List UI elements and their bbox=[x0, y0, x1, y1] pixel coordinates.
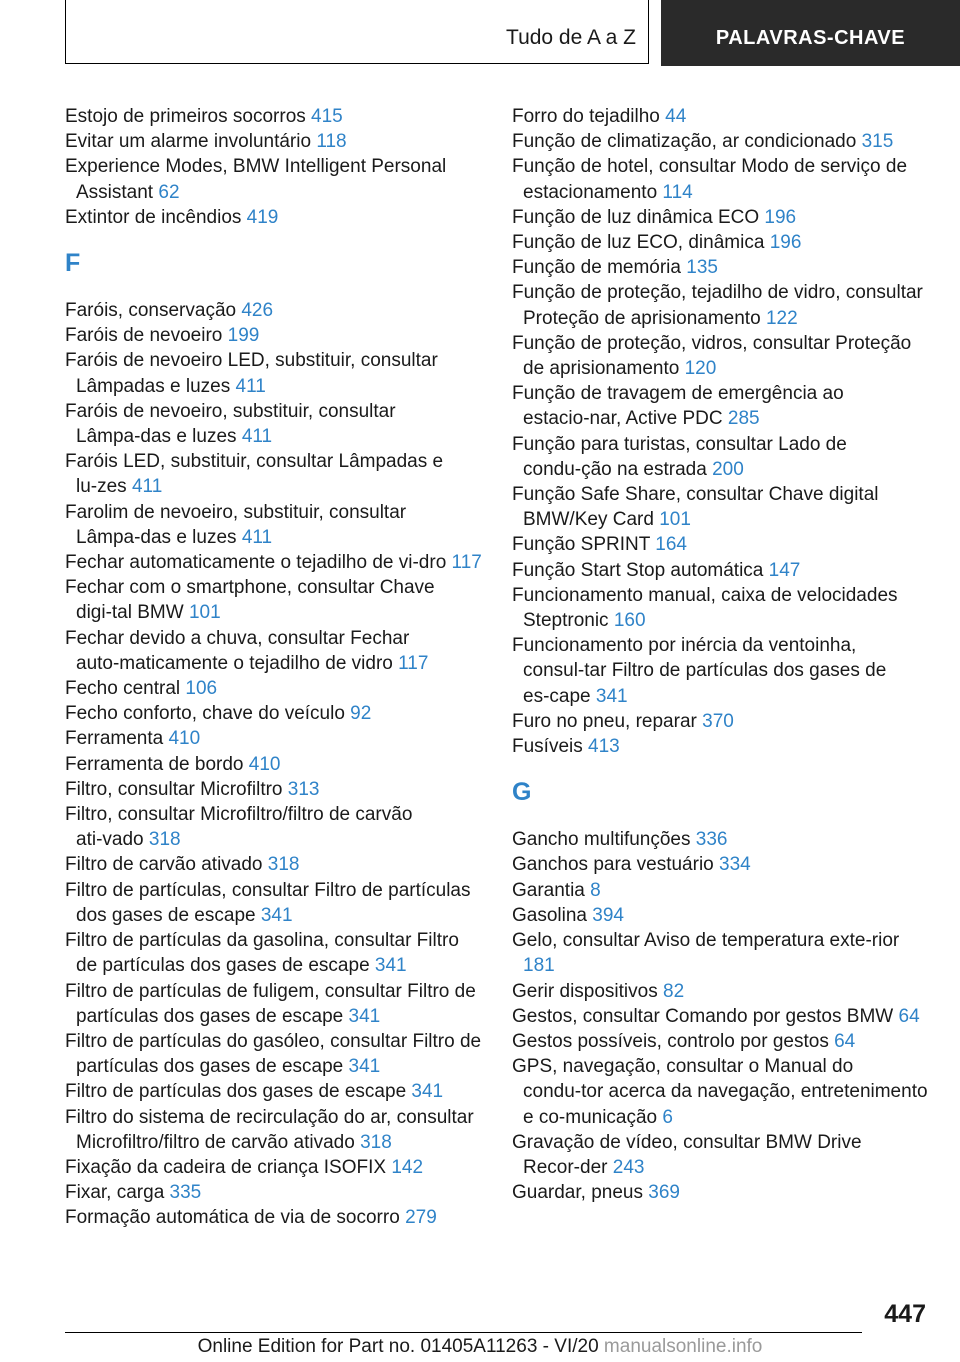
index-entry-page-link[interactable]: 82 bbox=[663, 980, 685, 1002]
index-entry bbox=[65, 726, 485, 751]
index-column-right bbox=[512, 104, 932, 1205]
index-entry-page-link[interactable]: 196 bbox=[769, 232, 802, 254]
index-entry-page-link[interactable]: 135 bbox=[686, 257, 718, 279]
index-entry bbox=[65, 205, 485, 230]
footer-divider bbox=[65, 1332, 862, 1333]
index-entry-page-link[interactable]: 200 bbox=[712, 458, 744, 480]
index-entry bbox=[65, 928, 485, 978]
index-entry bbox=[65, 752, 485, 777]
index-entry-text: Gestos possíveis, controlo por gestos bbox=[512, 1030, 835, 1052]
index-entry bbox=[512, 1130, 932, 1180]
index-entry bbox=[65, 550, 485, 575]
index-entry-page-link[interactable]: 334 bbox=[719, 854, 751, 876]
index-letter-heading: G bbox=[512, 778, 532, 807]
index-entry bbox=[512, 852, 932, 877]
index-entry-page-link[interactable]: 335 bbox=[169, 1182, 202, 1204]
section-title: Tudo de A a Z bbox=[506, 26, 636, 49]
index-entry-page-link[interactable]: 279 bbox=[405, 1207, 437, 1229]
index-entry bbox=[65, 676, 485, 701]
index-entry-page-link[interactable]: 411 bbox=[241, 526, 273, 548]
index-entry-page-link[interactable]: 196 bbox=[764, 206, 797, 228]
index-entry-page-link[interactable]: 285 bbox=[727, 408, 760, 430]
index-entry-text: Funcionamento manual, caixa de velocidades Steptronic bbox=[512, 584, 898, 632]
index-entry bbox=[65, 104, 485, 129]
index-entry-text: Fixação da cadeira de criança ISOFIX bbox=[65, 1156, 392, 1178]
index-entry bbox=[512, 154, 932, 204]
index-entry-text: Filtro de carvão ativado bbox=[65, 854, 268, 876]
index-entry-text: Filtro de partículas, consultar Filtro de partículas dos gases de escape bbox=[65, 879, 471, 926]
index-entry-text: Experience Modes, BMW Intelligent Personal Assistant bbox=[65, 156, 447, 203]
index-entry bbox=[512, 280, 932, 330]
index-entry-page-link[interactable]: 341 bbox=[260, 904, 293, 926]
index-entry-text: Farolim de nevoeiro, substituir, consultar Lâmpa‑das e luzes bbox=[65, 501, 407, 548]
index-entry-text: Gelo, consultar Aviso de temperatura exte‑rior bbox=[512, 930, 900, 952]
index-entry-text: Função de luz dinâmica ECO bbox=[512, 206, 765, 228]
index-entry-page-link[interactable]: 147 bbox=[768, 559, 801, 581]
index-entry-text: Ferramenta bbox=[65, 728, 169, 750]
index-entry bbox=[512, 1180, 932, 1205]
index-entry bbox=[512, 482, 932, 532]
index-entry-text: Fusíveis bbox=[512, 736, 589, 758]
footer-watermark: manualsonline.info bbox=[603, 1336, 763, 1357]
index-entry-text: Faróis de nevoeiro bbox=[65, 325, 228, 347]
index-entry-page-link[interactable]: 62 bbox=[158, 181, 180, 203]
index-entry-page-link[interactable]: 341 bbox=[374, 955, 407, 977]
index-entry bbox=[65, 129, 485, 154]
index-entry-page-link[interactable]: 101 bbox=[188, 602, 221, 624]
index-entry bbox=[512, 928, 932, 978]
index-entry-text: Fechar devido a chuva, consultar Fechar auto‑maticamente o tejadilho de vidro bbox=[65, 627, 410, 674]
index-entry-text: Forro do tejadilho bbox=[512, 106, 666, 127]
index-entry-page-link[interactable]: 243 bbox=[612, 1156, 645, 1178]
index-column-left bbox=[65, 104, 485, 1231]
index-entry-page-link[interactable]: 114 bbox=[662, 181, 693, 203]
index-entry-text: Fechar com o smartphone, consultar Chave digi‑tal BMW bbox=[65, 577, 435, 624]
index-entry-text: Filtro, consultar Microfiltro bbox=[65, 778, 288, 800]
index-entry bbox=[512, 255, 932, 280]
index-entry-page-link[interactable]: 44 bbox=[665, 106, 687, 127]
index-entry-page-link[interactable]: 394 bbox=[592, 904, 624, 926]
index-entry-page-link[interactable]: 315 bbox=[861, 131, 894, 153]
index-entry bbox=[512, 903, 932, 928]
index-entry-page-link[interactable]: 415 bbox=[311, 106, 343, 127]
index-entry-text: Gravação de vídeo, consultar BMW Drive Recor‑der bbox=[512, 1131, 862, 1178]
index-entry-page-link[interactable]: 341 bbox=[348, 1005, 381, 1027]
index-entry-text: Faróis, conservação bbox=[65, 300, 242, 322]
index-entry bbox=[512, 104, 932, 129]
page-header bbox=[0, 0, 960, 66]
index-entry-text: Fechar automaticamente o tejadilho de vi‑dro bbox=[65, 552, 452, 574]
index-entry-page-link[interactable]: 336 bbox=[695, 829, 728, 851]
index-entry-text: Faróis LED, substituir, consultar Lâmpadas e lu‑zes bbox=[65, 451, 444, 498]
index-entry-text: Função de luz ECO, dinâmica bbox=[512, 232, 770, 254]
index-entry bbox=[65, 802, 485, 852]
index-entry-page-link[interactable]: 181 bbox=[523, 955, 555, 977]
index-entry-page-link[interactable]: 318 bbox=[267, 854, 300, 876]
index-entry-page-link[interactable]: 92 bbox=[350, 703, 372, 725]
index-entry-page-link[interactable]: 6 bbox=[662, 1106, 673, 1128]
index-entry-page-link[interactable]: 199 bbox=[227, 325, 260, 347]
index-entry bbox=[65, 399, 485, 449]
index-entry bbox=[512, 1029, 932, 1054]
index-entry bbox=[65, 777, 485, 802]
index-entry-text: Guardar, pneus bbox=[512, 1182, 649, 1204]
footer bbox=[0, 1336, 960, 1358]
index-entry bbox=[512, 381, 932, 431]
index-entry-text: Garantia bbox=[512, 879, 591, 901]
index-entry-text: Função para turistas, consultar Lado de condu‑ção na estrada bbox=[512, 433, 847, 480]
index-entry-text: Formação automática de via de socorro bbox=[65, 1207, 406, 1229]
index-entry-page-link[interactable]: 411 bbox=[241, 426, 273, 448]
index-entry bbox=[512, 734, 932, 759]
index-entry-page-link[interactable]: 8 bbox=[590, 879, 601, 901]
index-entry-page-link[interactable]: 142 bbox=[391, 1156, 424, 1178]
index-entry-page-link[interactable]: 318 bbox=[360, 1131, 392, 1153]
index-entry-text: Função SPRINT bbox=[512, 534, 656, 556]
index-entry bbox=[512, 633, 932, 709]
index-entry bbox=[65, 348, 485, 398]
index-entry-page-link[interactable]: 120 bbox=[684, 358, 717, 380]
index-entry-page-link[interactable]: 426 bbox=[241, 300, 274, 322]
index-entry-page-link[interactable]: 419 bbox=[246, 206, 279, 228]
index-entry-text: Estojo de primeiros socorros bbox=[65, 106, 312, 127]
index-entry bbox=[65, 701, 485, 726]
index-entry-page-link[interactable]: 117 bbox=[451, 552, 482, 574]
index-entry-page-link[interactable]: 122 bbox=[765, 307, 798, 329]
header-border-divider bbox=[648, 0, 649, 64]
index-entry-page-link[interactable]: 160 bbox=[613, 610, 646, 632]
index-entry bbox=[512, 129, 932, 154]
index-entry bbox=[512, 331, 932, 381]
index-entry-text: Filtro, consultar Microfiltro/filtro de carvão ati‑vado bbox=[65, 804, 413, 851]
index-entry bbox=[512, 979, 932, 1004]
index-entry bbox=[512, 532, 932, 557]
index-entry bbox=[65, 154, 485, 204]
index-entry-text: Filtro de partículas do gasóleo, consultar Filtro de partículas dos gases de escape bbox=[65, 1030, 482, 1078]
index-entry-text: Gasolina bbox=[512, 904, 593, 926]
index-entry-text: Faróis de nevoeiro, substituir, consultar Lâmpa‑das e luzes bbox=[65, 400, 396, 448]
index-entry bbox=[512, 558, 932, 583]
index-entry-text: Função de proteção, vidros, consultar Proteção de aprisionamento bbox=[512, 332, 912, 380]
index-entry-page-link[interactable]: 369 bbox=[648, 1182, 680, 1204]
index-entry bbox=[65, 1079, 485, 1104]
chapter-tab bbox=[661, 0, 960, 66]
chapter-tab-label: PALAVRAS-CHAVE bbox=[715, 27, 906, 49]
index-entry-text: Ganchos para vestuário bbox=[512, 854, 720, 876]
index-entry bbox=[65, 1205, 485, 1230]
index-entry bbox=[512, 432, 932, 482]
index-entry-page-link[interactable]: 313 bbox=[287, 778, 320, 800]
index-entry-text: Filtro de partículas da gasolina, consultar Filtro de partículas dos gases de escape bbox=[65, 930, 459, 977]
index-entry bbox=[65, 852, 485, 877]
index-entry bbox=[65, 1180, 485, 1205]
index-entry-page-link[interactable]: 101 bbox=[659, 509, 691, 531]
index-entry bbox=[65, 449, 485, 499]
index-entry-text: Fecho central bbox=[65, 678, 186, 700]
header-border-bottom bbox=[65, 63, 648, 64]
index-entry-text: Faróis de nevoeiro LED, substituir, consultar Lâmpadas e luzes bbox=[65, 350, 438, 397]
footer-edition-text: Online Edition for Part no. 01405A11263 - VI/20 bbox=[197, 1336, 599, 1357]
index-entry-text: Furo no pneu, reparar bbox=[512, 710, 703, 732]
index-entry-text: Função de climatização, ar condicionado bbox=[512, 131, 862, 153]
index-entry-text: Função de proteção, tejadilho de vidro, consultar Proteção de aprisionamento bbox=[512, 282, 923, 329]
index-entry-text: Filtro de partículas dos gases de escape bbox=[65, 1081, 412, 1103]
index-entry-page-link[interactable]: 411 bbox=[131, 476, 163, 498]
index-entry-text: Função Start Stop automática bbox=[512, 559, 769, 581]
index-entry-page-link[interactable]: 164 bbox=[655, 534, 687, 556]
page-number: 447 bbox=[884, 1300, 926, 1328]
index-entry-text: Função de hotel, consultar Modo de serviço de estacionamento bbox=[512, 156, 908, 203]
index-entry bbox=[65, 878, 485, 928]
index-entry-page-link[interactable]: 370 bbox=[702, 710, 734, 732]
index-entry bbox=[65, 626, 485, 676]
index-entry bbox=[512, 205, 932, 230]
index-entry bbox=[512, 709, 932, 734]
index-entry-page-link[interactable]: 118 bbox=[316, 131, 347, 153]
index-entry-text: Gancho multifunções bbox=[512, 829, 696, 851]
index-entry-text: Ferramenta de bordo bbox=[65, 753, 249, 775]
index-entry bbox=[65, 298, 485, 323]
index-entry-text: Extintor de incêndios bbox=[65, 206, 247, 228]
index-entry bbox=[65, 1105, 485, 1155]
index-letter-heading: F bbox=[65, 249, 81, 278]
index-entry-page-link[interactable]: 318 bbox=[148, 829, 181, 851]
index-entry bbox=[512, 827, 932, 852]
index-entry-text: Filtro de partículas de fuligem, consultar Filtro de partículas dos gases de escape bbox=[65, 980, 476, 1027]
index-entry-page-link[interactable]: 106 bbox=[185, 678, 218, 700]
index-entry-text: Fecho conforto, chave do veículo bbox=[65, 703, 351, 725]
index-entry-text: Funcionamento por inércia da ventoinha, consul‑tar Filtro de partículas dos gases de es‑cape bbox=[512, 635, 887, 707]
index-entry-text: Gestos, consultar Comando por gestos BMW bbox=[512, 1005, 899, 1027]
index-entry-text: Gerir dispositivos bbox=[512, 980, 663, 1002]
index-entry-text: Função Safe Share, consultar Chave digital BMW/Key Card bbox=[512, 484, 879, 531]
index-entry bbox=[512, 878, 932, 903]
index-entry bbox=[65, 500, 485, 550]
index-entry bbox=[65, 1029, 485, 1079]
index-entry bbox=[512, 1004, 932, 1029]
index-entry bbox=[65, 1155, 485, 1180]
index-entry-text: Função de travagem de emergência ao estacio‑nar, Active PDC bbox=[512, 383, 844, 430]
index-entry-page-link[interactable]: 410 bbox=[168, 728, 201, 750]
index-entry-page-link[interactable]: 64 bbox=[898, 1005, 920, 1027]
index-entry-page-link[interactable]: 341 bbox=[348, 1056, 381, 1078]
index-entry bbox=[65, 979, 485, 1029]
index-entry-text: Filtro do sistema de recirculação do ar, consultar Microfiltro/filtro de carvão ativado bbox=[65, 1106, 474, 1153]
index-entry bbox=[65, 323, 485, 348]
index-entry-text: Evitar um alarme involuntário bbox=[65, 131, 317, 153]
index-entry bbox=[512, 230, 932, 255]
index-entry-page-link[interactable]: 117 bbox=[398, 652, 429, 674]
index-entry-text: GPS, navegação, consultar o Manual do condu‑tor acerca da navegação, entretenimento e co‑municação bbox=[512, 1056, 928, 1128]
index-entry-page-link[interactable]: 410 bbox=[248, 753, 281, 775]
index-entry-page-link[interactable]: 341 bbox=[595, 685, 628, 707]
index-entry-text: Função de memória bbox=[512, 257, 687, 279]
index-entry-page-link[interactable]: 341 bbox=[411, 1081, 444, 1103]
index-entry-page-link[interactable]: 64 bbox=[834, 1030, 856, 1052]
index-entry-page-link[interactable]: 411 bbox=[235, 375, 266, 397]
index-entry bbox=[512, 1054, 932, 1130]
index-entry bbox=[512, 583, 932, 633]
index-entry-page-link[interactable]: 413 bbox=[588, 736, 620, 758]
index-entry bbox=[65, 575, 485, 625]
index-entry-text: Fixar, carga bbox=[65, 1182, 170, 1204]
